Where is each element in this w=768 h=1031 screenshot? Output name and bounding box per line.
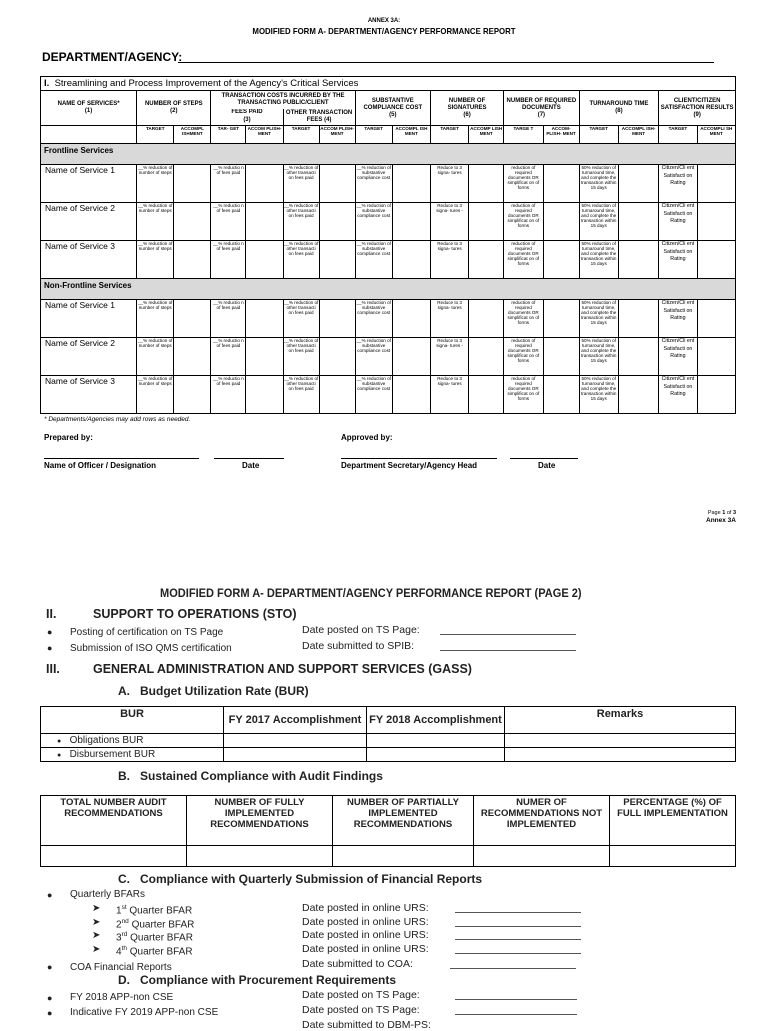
quarter-bfar-label: 3rd Quarter BFAR bbox=[116, 931, 193, 944]
target-cell-sig: Reduce to 3 signa- tures bbox=[431, 376, 469, 414]
dbm-ps-field: Date submitted to DBM-PS: bbox=[302, 1019, 431, 1031]
accomplishment-cell-sub[interactable] bbox=[392, 241, 430, 279]
subsection-b-title: B. Sustained Compliance with Audit Findings bbox=[118, 769, 383, 783]
subheader-cell: TARGET bbox=[431, 126, 469, 144]
audit-cell[interactable] bbox=[474, 846, 610, 867]
quarterly-bfars-label: Quarterly BFARs bbox=[70, 889, 146, 900]
procurement-date-line[interactable] bbox=[455, 999, 577, 1000]
target-cell-sub: __% reduction of substantive compliance cost bbox=[355, 376, 392, 414]
target-cell-other: __% reduction of other transacti on fees paid bbox=[283, 241, 319, 279]
accomplishment-cell-sig[interactable] bbox=[469, 338, 504, 376]
subheader-cell: TAR- GET bbox=[211, 126, 246, 144]
service-name: Name of Service 1 bbox=[41, 300, 137, 338]
section-2-title: SUPPORT TO OPERATIONS (STO) bbox=[93, 607, 297, 621]
subheader-cell: ACCOMPL ISH MENT bbox=[392, 126, 430, 144]
target-cell-other: __% reduction of other transacti on fees paid bbox=[283, 165, 319, 203]
header-substantive-cost: SUBSTANTIVE COMPLIANCE COST (5) bbox=[355, 91, 430, 126]
accomplishment-cell-other[interactable] bbox=[319, 338, 355, 376]
page-number: Page 1 of 3 bbox=[707, 510, 736, 516]
audit-header: PERCENTAGE (%) OF FULL IMPLEMENTATION bbox=[610, 796, 736, 846]
target-cell-steps: __% reduction of number of steps bbox=[137, 241, 174, 279]
officer-designation-label: Name of Officer / Designation bbox=[44, 461, 157, 470]
accomplishment-cell-csat[interactable] bbox=[697, 376, 735, 414]
accomplishment-cell-steps[interactable] bbox=[174, 338, 211, 376]
bullet-icon: ● bbox=[47, 627, 53, 637]
accomplishment-cell-tat[interactable] bbox=[618, 376, 658, 414]
sto-item-label: Submission of ISO QMS certification bbox=[70, 643, 232, 654]
urs-field: Date posted in online URS: bbox=[302, 915, 429, 928]
bur-table bbox=[40, 706, 736, 762]
section-3-title: GENERAL ADMINISTRATION AND SUPPORT SERVICES (GASS) bbox=[93, 662, 472, 676]
bur-row-label: ● Disbursement BUR bbox=[41, 748, 224, 762]
target-cell-tat: 50% reduction of turnaround time, and complete the transaction within 15 days bbox=[579, 338, 618, 376]
officer-date-line[interactable] bbox=[214, 458, 284, 459]
target-cell-other: __% reduction of other transacti on fees paid bbox=[283, 338, 319, 376]
bullet-icon: ● bbox=[47, 993, 53, 1003]
service-row bbox=[41, 338, 736, 376]
spib-date-line[interactable] bbox=[440, 650, 576, 651]
bur-cell[interactable] bbox=[367, 734, 505, 748]
target-cell-fees: __% reductio n of fees paid bbox=[211, 300, 246, 338]
audit-header: NUMBER OF FULLY IMPLEMENTED RECOMMENDATIONS bbox=[187, 796, 333, 846]
subsection-c-title: C. Compliance with Quarterly Submission of Financial Reports bbox=[118, 872, 483, 886]
page2-title: MODIFIED FORM A- DEPARTMENT/AGENCY PERFORMANCE REPORT (PAGE 2) bbox=[160, 586, 582, 600]
accomplishment-cell-docs[interactable] bbox=[543, 376, 579, 414]
section-3-number: III. bbox=[46, 662, 60, 676]
urs-field: Date posted in online URS: bbox=[302, 902, 429, 914]
bur-header: FY 2018 Accomplishment bbox=[367, 707, 505, 734]
audit-header: NUMBER OF PARTIALLY IMPLEMENTED RECOMMENDATIONS bbox=[333, 796, 474, 846]
target-cell-fees: __% reductio n of fees paid bbox=[211, 165, 246, 203]
subheader-cell: ACCOM PLISH- MENT bbox=[319, 126, 355, 144]
accomplishment-cell-fees[interactable] bbox=[246, 165, 283, 203]
target-cell-docs: reduction of required documents OR simplificat on of forms bbox=[504, 165, 543, 203]
service-row bbox=[41, 241, 736, 279]
urs-field: Date posted in online URS: bbox=[302, 942, 429, 955]
subheader-cell: ACCOM- PLISH- MENT bbox=[543, 126, 579, 144]
annex-label: ANNEX 3A: bbox=[367, 18, 401, 24]
sto-item-label: Posting of certification on TS Page bbox=[70, 627, 224, 638]
target-cell-fees: __% reductio n of fees paid bbox=[211, 338, 246, 376]
subheader-cell: TARGET bbox=[579, 126, 618, 144]
accomplishment-cell-docs[interactable] bbox=[543, 203, 579, 241]
accomplishment-cell-steps[interactable] bbox=[174, 241, 211, 279]
procurement-field: Date posted on TS Page: bbox=[302, 989, 420, 1001]
target-cell-steps: __% reduction of number of steps bbox=[137, 338, 174, 376]
arrow-bullet-icon: ➤ bbox=[92, 903, 101, 914]
accomplishment-cell-sub[interactable] bbox=[392, 203, 430, 241]
footnote: * Departments/Agencies may add rows as needed. bbox=[44, 416, 191, 423]
target-cell-tat: 50% reduction of turnaround time, and complete the transaction within 15 days bbox=[579, 300, 618, 338]
service-row bbox=[41, 376, 736, 414]
bullet-icon: ● bbox=[47, 643, 53, 653]
prepared-by-label: Prepared by: bbox=[44, 433, 93, 442]
header-signatures: NUMBER OF SIGNATURES (6) bbox=[431, 91, 504, 126]
header-other-fees: OTHER TRANSACTION FEES (4) bbox=[283, 109, 355, 126]
approved-by-label: Approved by: bbox=[341, 433, 393, 442]
header-name-of-services: NAME OF SERVICES* (1) bbox=[41, 91, 137, 126]
accomplishment-cell-fees[interactable] bbox=[246, 203, 283, 241]
bur-cell[interactable] bbox=[224, 734, 367, 748]
target-cell-docs: reduction of required documents OR simplificat on of forms bbox=[504, 203, 543, 241]
subheader-cell: ACCOM PLISH- MENT bbox=[246, 126, 283, 144]
officer-signature-line[interactable] bbox=[44, 458, 199, 459]
target-cell-other: __% reduction of other transacti on fees paid bbox=[283, 203, 319, 241]
audit-header: NUMER OF RECOMMENDATIONS NOT IMPLEMENTED bbox=[474, 796, 610, 846]
accomplishment-cell-docs[interactable] bbox=[543, 165, 579, 203]
quarter-bfar-label: 4th Quarter BFAR bbox=[116, 944, 193, 957]
subheader-cell: ACCOMPLI SH MENT bbox=[697, 126, 735, 144]
accomplishment-cell-csat[interactable] bbox=[697, 241, 735, 279]
accomplishment-cell-sub[interactable] bbox=[392, 338, 430, 376]
subheader-cell: ACCOMPL ISH- MENT bbox=[618, 126, 658, 144]
accomplishment-cell-tat[interactable] bbox=[618, 203, 658, 241]
bullet-icon: ● bbox=[57, 752, 62, 759]
accomplishment-cell-fees[interactable] bbox=[246, 241, 283, 279]
urs-date-line[interactable] bbox=[455, 939, 581, 940]
quarter-bfar-label: 1st Quarter BFAR bbox=[116, 904, 193, 917]
accomplishment-cell-csat[interactable] bbox=[697, 165, 735, 203]
header-transaction-costs: TRANSACTION COSTS INCURRED BY THE TRANSACTING PUBLIC/CLIENT bbox=[211, 91, 355, 109]
urs-date-line[interactable] bbox=[455, 926, 581, 927]
accomplishment-cell-sig[interactable] bbox=[469, 203, 504, 241]
subsection-d-title: D. Compliance with Procurement Requirements bbox=[118, 973, 397, 987]
arrow-bullet-icon: ➤ bbox=[92, 916, 101, 928]
accomplishment-cell-tat[interactable] bbox=[618, 165, 658, 203]
header-documents: NUMBER OF REQUIRED DOCUMENTS (7) bbox=[504, 91, 579, 126]
subheader-blank bbox=[41, 126, 137, 144]
target-cell-csat: Citizen/Cli ent Satisfacti on Rating bbox=[659, 338, 697, 376]
accomplishment-cell-steps[interactable] bbox=[174, 165, 211, 203]
accomplishment-cell-tat[interactable] bbox=[618, 300, 658, 338]
audit-table bbox=[40, 795, 736, 867]
accomplishment-cell-docs[interactable] bbox=[543, 338, 579, 376]
target-cell-steps: __% reduction of number of steps bbox=[137, 203, 174, 241]
date-label-1: Date bbox=[242, 461, 260, 470]
sto-item-field: Date posted on TS Page: bbox=[302, 624, 420, 636]
target-cell-sub: __% reduction of substantive compliance cost bbox=[355, 165, 392, 203]
coa-field: Date submitted to COA: bbox=[302, 958, 413, 970]
accomplishment-cell-steps[interactable] bbox=[174, 203, 211, 241]
target-cell-tat: 50% reduction of turnaround time, and complete the transaction within 15 days bbox=[579, 165, 618, 203]
accomplishment-cell-sub[interactable] bbox=[392, 376, 430, 414]
audit-cell[interactable] bbox=[333, 846, 474, 867]
ts-date-line[interactable] bbox=[440, 634, 576, 635]
service-name: Name of Service 2 bbox=[41, 203, 137, 241]
service-name: Name of Service 3 bbox=[41, 241, 137, 279]
services-table bbox=[40, 76, 736, 414]
accomplishment-cell-csat[interactable] bbox=[697, 338, 735, 376]
accomplishment-cell-sig[interactable] bbox=[469, 241, 504, 279]
accomplishment-cell-other[interactable] bbox=[319, 300, 355, 338]
head-signature-line[interactable] bbox=[341, 458, 497, 459]
accomplishment-cell-steps[interactable] bbox=[174, 376, 211, 414]
accomplishment-cell-steps[interactable] bbox=[174, 300, 211, 338]
accomplishment-cell-docs[interactable] bbox=[543, 241, 579, 279]
service-name: Name of Service 2 bbox=[41, 338, 137, 376]
audit-cell[interactable] bbox=[187, 846, 333, 867]
head-date-line[interactable] bbox=[510, 458, 578, 459]
accomplishment-cell-sub[interactable] bbox=[392, 300, 430, 338]
procurement-date-line[interactable] bbox=[455, 1014, 577, 1015]
coa-date-line[interactable] bbox=[450, 968, 576, 969]
audit-cell[interactable] bbox=[610, 846, 736, 867]
subheader-cell: TARGET bbox=[355, 126, 392, 144]
target-cell-csat: Citizen/Cli ent Satisfacti on Rating bbox=[659, 376, 697, 414]
target-cell-sub: __% reduction of substantive compliance cost bbox=[355, 338, 392, 376]
target-cell-csat: Citizen/Cli ent Satisfacti on Rating bbox=[659, 165, 697, 203]
accomplishment-cell-sig[interactable] bbox=[469, 300, 504, 338]
accomplishment-cell-other[interactable] bbox=[319, 376, 355, 414]
target-cell-sig: Reduce to 3 signa- tures bbox=[431, 241, 469, 279]
subheader-cell: ACCOMP LISH MENT bbox=[469, 126, 504, 144]
procurement-field: Date posted on TS Page: bbox=[302, 1004, 420, 1016]
service-row bbox=[41, 300, 736, 338]
target-cell-other: __% reduction of other transacti on fees paid bbox=[283, 300, 319, 338]
target-cell-steps: __% reduction of number of steps bbox=[137, 300, 174, 338]
header-turnaround-time: TURNAROUND TIME (8) bbox=[579, 91, 659, 126]
date-label-2: Date bbox=[538, 461, 556, 470]
target-cell-docs: reduction of required documents OR simplificat on of forms bbox=[504, 241, 543, 279]
section-1-heading: I. Streamlining and Process Improvement of the Agency's Critical Services bbox=[41, 77, 736, 91]
sto-item-field: Date submitted to SPIB: bbox=[302, 640, 415, 652]
header-fees-paid: FEES PAID bbox=[211, 109, 283, 116]
bur-header: BUR bbox=[41, 707, 224, 734]
header-number-of-steps: NUMBER OF STEPS (2) bbox=[137, 91, 211, 126]
bur-row-label: ● Obligations BUR bbox=[41, 734, 224, 748]
subheader-cell: TARGE T bbox=[504, 126, 543, 144]
target-cell-sig: Reduce to 3 signa- tures - bbox=[431, 338, 469, 376]
subheader-cell: TARGET bbox=[283, 126, 319, 144]
target-cell-sig: Reduce to 3 signa- tures bbox=[431, 300, 469, 338]
target-cell-other: __% reduction of other transacti on fees paid bbox=[283, 376, 319, 414]
target-cell-tat: 50% reduction of turnaround time, and complete the transaction within 15 days bbox=[579, 241, 618, 279]
target-cell-csat: Citizen/Cli ent Satisfacti on Rating bbox=[659, 300, 697, 338]
accomplishment-cell-other[interactable] bbox=[319, 165, 355, 203]
accomplishment-cell-fees[interactable] bbox=[246, 376, 283, 414]
accomplishment-cell-docs[interactable] bbox=[543, 300, 579, 338]
accomplishment-cell-fees[interactable] bbox=[246, 338, 283, 376]
bur-cell[interactable] bbox=[505, 734, 736, 748]
accomplishment-cell-sig[interactable] bbox=[469, 165, 504, 203]
target-cell-fees: __% reductio n of fees paid bbox=[211, 241, 246, 279]
target-cell-sub: __% reduction of substantive compliance cost bbox=[355, 300, 392, 338]
target-cell-docs: reduction of required documents OR simplificat on of forms bbox=[504, 300, 543, 338]
secretary-label: Department Secretary/Agency Head bbox=[341, 461, 478, 470]
arrow-bullet-icon: ➤ bbox=[92, 943, 101, 955]
bullet-icon: ● bbox=[57, 738, 62, 745]
header-fees-paid-num: (3) bbox=[211, 116, 283, 126]
target-cell-csat: Citizen/Cli ent Satisfacti on Rating bbox=[659, 203, 697, 241]
service-name: Name of Service 3 bbox=[41, 376, 137, 414]
bur-cell[interactable] bbox=[505, 748, 736, 762]
form-title: MODIFIED FORM A- DEPARTMENT/AGENCY PERFORMANCE REPORT bbox=[252, 26, 516, 36]
urs-date-line[interactable] bbox=[455, 953, 581, 954]
bur-cell[interactable] bbox=[224, 748, 367, 762]
target-cell-docs: reduction of required documents OR simplificat on of forms bbox=[504, 376, 543, 414]
urs-date-line[interactable] bbox=[455, 912, 581, 913]
service-row bbox=[41, 203, 736, 241]
subheader-cell: TARGET bbox=[137, 126, 174, 144]
subsection-a-title: A. Budget Utilization Rate (BUR) bbox=[118, 684, 309, 698]
bullet-icon: ● bbox=[47, 962, 53, 972]
audit-cell[interactable] bbox=[41, 846, 187, 867]
arrow-bullet-icon: ➤ bbox=[92, 930, 101, 941]
procurement-item-label: FY 2018 APP-non CSE bbox=[70, 992, 174, 1003]
accomplishment-cell-sig[interactable] bbox=[469, 376, 504, 414]
urs-field: Date posted in online URS: bbox=[302, 929, 429, 941]
accomplishment-cell-tat[interactable] bbox=[618, 338, 658, 376]
accomplishment-cell-other[interactable] bbox=[319, 241, 355, 279]
service-name: Name of Service 1 bbox=[41, 165, 137, 203]
department-field[interactable] bbox=[178, 62, 714, 63]
coa-reports-label: COA Financial Reports bbox=[70, 962, 172, 973]
target-cell-sig: Reduce to 3 signa- tures - bbox=[431, 203, 469, 241]
accomplishment-cell-other[interactable] bbox=[319, 203, 355, 241]
target-cell-fees: __% reductio n of fees paid bbox=[211, 203, 246, 241]
section-2-number: II. bbox=[46, 607, 57, 621]
bur-header: Remarks bbox=[505, 707, 736, 734]
target-cell-sub: __% reduction of substantive compliance cost bbox=[355, 241, 392, 279]
target-cell-tat: 50% reduction of turnaround time, and complete the transaction within 15 days bbox=[579, 376, 618, 414]
procurement-item-label: Indicative FY 2019 APP-non CSE bbox=[70, 1007, 219, 1018]
target-cell-tat: 50% reduction of turnaround time, and complete the transaction within 15 days bbox=[579, 203, 618, 241]
target-cell-sig: Reduce to 3 signa- tures bbox=[431, 165, 469, 203]
target-cell-csat: Citizen/Cli ent Satisfacti on Rating bbox=[659, 241, 697, 279]
subheader-cell: ACCOMPL ISHMENT bbox=[174, 126, 211, 144]
target-cell-fees: __% reductio n of fees paid bbox=[211, 376, 246, 414]
accomplishment-cell-fees[interactable] bbox=[246, 300, 283, 338]
bur-header: FY 2017 Accomplishment bbox=[224, 707, 367, 734]
nonfrontline-services-heading: Non-Frontline Services bbox=[41, 279, 736, 300]
audit-header: TOTAL NUMBER AUDIT RECOMMENDATIONS bbox=[41, 796, 187, 846]
bullet-icon: ● bbox=[47, 1008, 53, 1018]
frontline-services-heading: Frontline Services bbox=[41, 144, 736, 165]
accomplishment-cell-tat[interactable] bbox=[618, 241, 658, 279]
service-row bbox=[41, 165, 736, 203]
target-cell-docs: reduction of required documents OR simplificat on of forms bbox=[504, 338, 543, 376]
bur-cell[interactable] bbox=[367, 748, 505, 762]
accomplishment-cell-csat[interactable] bbox=[697, 203, 735, 241]
accomplishment-cell-sub[interactable] bbox=[392, 165, 430, 203]
target-cell-sub: __% reduction of substantive compliance cost bbox=[355, 203, 392, 241]
accomplishment-cell-csat[interactable] bbox=[697, 300, 735, 338]
subheader-cell: TARGET bbox=[659, 126, 697, 144]
annex-footer: Annex 3A bbox=[706, 517, 736, 524]
target-cell-steps: __% reduction of number of steps bbox=[137, 376, 174, 414]
target-cell-steps: __% reduction of number of steps bbox=[137, 165, 174, 203]
header-satisfaction: CLIENT/CITIZEN SATISFACTION RESULTS (9) bbox=[659, 91, 736, 126]
department-label: DEPARTMENT/AGENCY: bbox=[42, 50, 183, 64]
quarter-bfar-label: 2nd Quarter BFAR bbox=[116, 917, 195, 930]
bullet-icon: ● bbox=[47, 890, 53, 900]
